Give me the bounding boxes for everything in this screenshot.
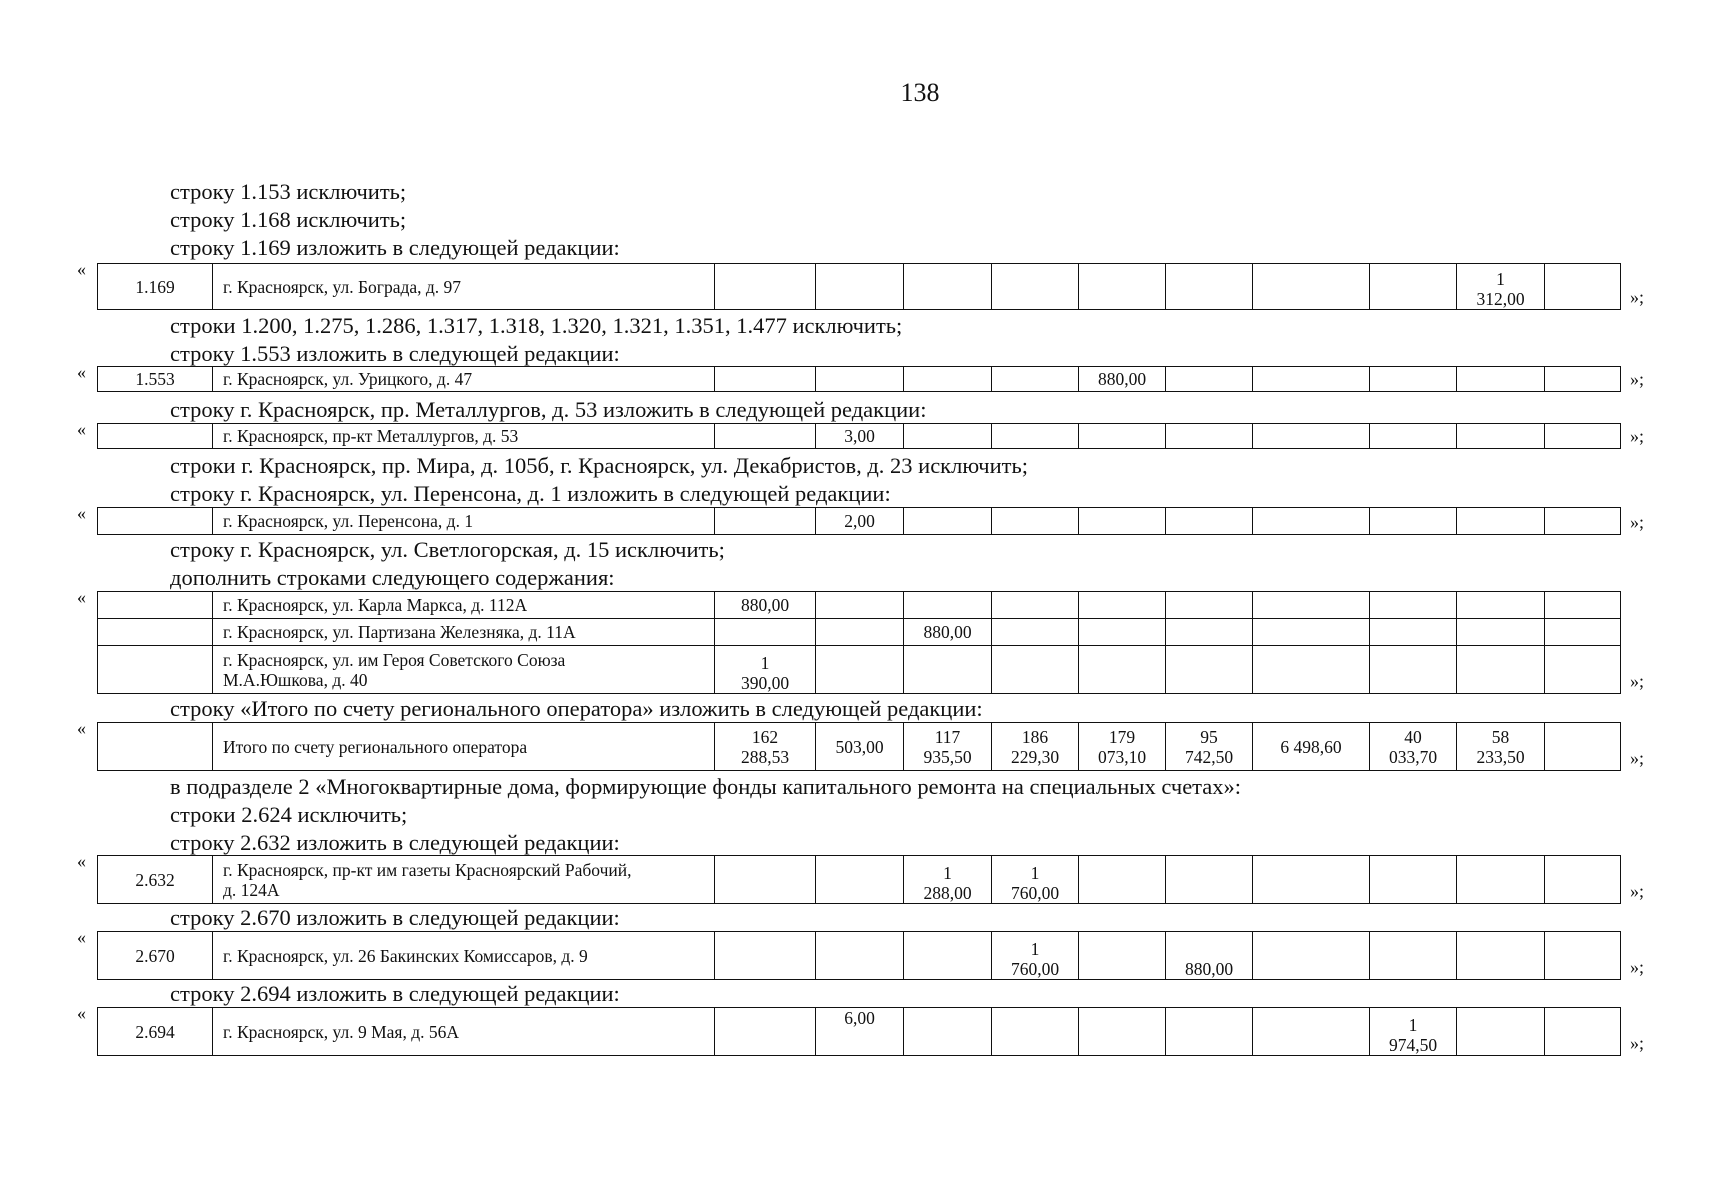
value-cell	[1253, 1008, 1370, 1056]
value-cell: 179 073,10	[1079, 723, 1166, 771]
paragraph: строку 2.694 изложить в следующей редакции:	[170, 981, 620, 1006]
row-number-cell: 1.553	[98, 367, 213, 392]
paragraph: строки г. Красноярск, пр. Мира, д. 105б, г. Красноярск, ул. Декабристов, д. 23 исключить;	[170, 453, 1028, 478]
address-cell: г. Красноярск, ул. 9 Мая, д. 56А	[213, 1008, 715, 1056]
value-cell	[1370, 424, 1457, 449]
row-number-cell: 2.694	[98, 1008, 213, 1056]
value-cell	[904, 1008, 992, 1056]
value-cell	[1166, 619, 1253, 646]
closing-quote: »;	[1630, 748, 1645, 768]
amendment-table	[97, 366, 1621, 392]
closing-quote: »;	[1630, 671, 1645, 691]
value-cell	[904, 367, 992, 392]
value-cell: 162 288,53	[715, 723, 816, 771]
value-cell	[1079, 1008, 1166, 1056]
value-cell: 186 229,30	[992, 723, 1079, 771]
value-cell	[1370, 367, 1457, 392]
opening-quote: «	[77, 419, 86, 439]
value-cell	[1370, 592, 1457, 619]
paragraph: строки 2.624 исключить;	[170, 802, 408, 827]
value-cell	[1253, 646, 1370, 694]
opening-quote: «	[77, 718, 86, 738]
value-cell	[1166, 424, 1253, 449]
opening-quote: «	[77, 259, 86, 279]
row-number-cell	[98, 592, 213, 619]
value-cell	[1457, 508, 1545, 535]
address-cell: г. Красноярск, ул. им Героя Советского Союза М.А.Юшкова, д. 40	[213, 646, 715, 694]
paragraph: дополнить строками следующего содержания:	[170, 565, 615, 590]
value-cell	[904, 264, 992, 310]
amendment-table	[97, 722, 1621, 771]
value-cell: 503,00	[816, 723, 904, 771]
closing-quote: »;	[1630, 369, 1645, 389]
paragraph: строку 1.169 изложить в следующей редакции:	[170, 235, 620, 260]
value-cell	[715, 264, 816, 310]
paragraph: в подразделе 2 «Многоквартирные дома, формирующие фонды капитального ремонта на специальных счетах»:	[170, 774, 1242, 799]
amendment-table	[97, 263, 1621, 310]
row-number-cell	[98, 723, 213, 771]
value-cell	[992, 367, 1079, 392]
opening-quote: «	[77, 587, 86, 607]
value-cell	[715, 856, 816, 904]
value-cell	[1457, 646, 1545, 694]
paragraph: строку 1.153 исключить;	[170, 179, 407, 204]
value-cell	[904, 932, 992, 980]
address-cell: г. Красноярск, пр-кт им газеты Красноярский Рабочий, д. 124А	[213, 856, 715, 904]
value-cell	[1457, 856, 1545, 904]
value-cell	[1370, 932, 1457, 980]
address-cell: г. Красноярск, ул. Перенсона, д. 1	[213, 508, 715, 535]
table-row	[98, 592, 1621, 619]
row-number-cell	[98, 424, 213, 449]
value-cell	[1079, 619, 1166, 646]
paragraph: строку 1.553 изложить в следующей редакции:	[170, 341, 620, 366]
value-cell	[1079, 856, 1166, 904]
amendment-table	[97, 855, 1621, 904]
value-cell	[715, 508, 816, 535]
value-cell	[1545, 508, 1621, 535]
value-cell: 58 233,50	[1457, 723, 1545, 771]
row-number-cell: 1.169	[98, 264, 213, 310]
table-row	[98, 264, 1621, 310]
value-cell	[904, 424, 992, 449]
paragraph: строку 1.168 исключить;	[170, 207, 407, 232]
value-cell	[1253, 619, 1370, 646]
value-cell: 3,00	[816, 424, 904, 449]
value-cell	[1545, 932, 1621, 980]
value-cell	[1545, 646, 1621, 694]
table-row	[98, 367, 1621, 392]
value-cell	[1166, 367, 1253, 392]
table-row	[98, 646, 1621, 694]
value-cell	[1079, 424, 1166, 449]
value-cell	[816, 264, 904, 310]
value-cell: 6,00	[816, 1008, 904, 1056]
row-number-cell: 2.670	[98, 932, 213, 980]
value-cell: 880,00	[904, 619, 992, 646]
value-cell	[992, 646, 1079, 694]
value-cell	[1166, 264, 1253, 310]
amendment-table	[97, 931, 1621, 980]
row-number-cell	[98, 646, 213, 694]
row-number-cell	[98, 508, 213, 535]
value-cell	[1545, 592, 1621, 619]
value-cell	[715, 619, 816, 646]
value-cell	[1253, 424, 1370, 449]
closing-quote: »;	[1630, 512, 1645, 532]
value-cell	[992, 424, 1079, 449]
opening-quote: «	[77, 1003, 86, 1023]
value-cell	[992, 1008, 1079, 1056]
address-cell: г. Красноярск, пр-кт Металлургов, д. 53	[213, 424, 715, 449]
value-cell	[1079, 592, 1166, 619]
value-cell	[1457, 367, 1545, 392]
value-cell	[1370, 619, 1457, 646]
address-cell: г. Красноярск, ул. Партизана Железняка, д. 11А	[213, 619, 715, 646]
value-cell	[1370, 264, 1457, 310]
table-row	[98, 508, 1621, 535]
value-cell	[1545, 723, 1621, 771]
address-cell: г. Красноярск, ул. 26 Бакинских Комиссаров, д. 9	[213, 932, 715, 980]
value-cell: 40 033,70	[1370, 723, 1457, 771]
value-cell	[1166, 856, 1253, 904]
value-cell	[992, 264, 1079, 310]
value-cell	[1545, 264, 1621, 310]
value-cell	[715, 932, 816, 980]
value-cell	[1253, 264, 1370, 310]
value-cell	[1253, 856, 1370, 904]
closing-quote: »;	[1630, 957, 1645, 977]
amendment-table	[97, 507, 1621, 535]
value-cell	[816, 932, 904, 980]
address-cell: г. Красноярск, ул. Бограда, д. 97	[213, 264, 715, 310]
value-cell	[1079, 932, 1166, 980]
value-cell: 880,00	[1079, 367, 1166, 392]
value-cell	[1545, 367, 1621, 392]
value-cell	[992, 592, 1079, 619]
address-cell: г. Красноярск, ул. Урицкого, д. 47	[213, 367, 715, 392]
value-cell	[1253, 592, 1370, 619]
value-cell: 95 742,50	[1166, 723, 1253, 771]
value-cell	[816, 856, 904, 904]
table-row	[98, 856, 1621, 904]
value-cell	[1545, 1008, 1621, 1056]
value-cell: 1 760,00	[992, 932, 1079, 980]
page-number: 138	[900, 78, 940, 107]
address-cell: г. Красноярск, ул. Карла Маркса, д. 112А	[213, 592, 715, 619]
table-row	[98, 932, 1621, 980]
paragraph: строку г. Красноярск, ул. Светлогорская, д. 15 исключить;	[170, 537, 725, 562]
opening-quote: «	[77, 851, 86, 871]
opening-quote: «	[77, 927, 86, 947]
paragraph: строку г. Красноярск, пр. Металлургов, д. 53 изложить в следующей редакции:	[170, 397, 927, 422]
closing-quote: »;	[1630, 1033, 1645, 1053]
value-cell: 6 498,60	[1253, 723, 1370, 771]
closing-quote: »;	[1630, 881, 1645, 901]
value-cell: 1 288,00	[904, 856, 992, 904]
paragraph: строку 2.632 изложить в следующей редакции:	[170, 830, 620, 855]
table-row	[98, 619, 1621, 646]
value-cell	[1457, 1008, 1545, 1056]
amendment-table	[97, 1007, 1621, 1056]
address-cell: Итого по счету регионального оператора	[213, 723, 715, 771]
value-cell	[1253, 932, 1370, 980]
value-cell	[816, 367, 904, 392]
value-cell	[816, 619, 904, 646]
value-cell	[715, 367, 816, 392]
amendment-table	[97, 591, 1621, 694]
value-cell	[1166, 508, 1253, 535]
value-cell: 880,00	[1166, 932, 1253, 980]
value-cell	[1166, 646, 1253, 694]
value-cell	[1079, 264, 1166, 310]
value-cell	[1545, 424, 1621, 449]
value-cell	[1457, 619, 1545, 646]
value-cell	[1370, 646, 1457, 694]
closing-quote: »;	[1630, 426, 1645, 446]
value-cell	[904, 508, 992, 535]
paragraph: строки 1.200, 1.275, 1.286, 1.317, 1.318, 1.320, 1.321, 1.351, 1.477 исключить;	[170, 313, 903, 338]
value-cell	[816, 646, 904, 694]
value-cell	[1166, 1008, 1253, 1056]
value-cell	[715, 424, 816, 449]
value-cell	[1079, 646, 1166, 694]
value-cell	[992, 619, 1079, 646]
opening-quote: «	[77, 503, 86, 523]
value-cell	[1457, 424, 1545, 449]
value-cell	[715, 1008, 816, 1056]
paragraph: строку г. Красноярск, ул. Перенсона, д. 1 изложить в следующей редакции:	[170, 481, 891, 506]
value-cell	[992, 508, 1079, 535]
value-cell: 1 312,00	[1457, 264, 1545, 310]
value-cell	[1370, 856, 1457, 904]
value-cell	[1079, 508, 1166, 535]
value-cell	[1457, 592, 1545, 619]
paragraph: строку «Итого по счету регионального оператора» изложить в следующей редакции:	[170, 696, 983, 721]
value-cell	[1166, 592, 1253, 619]
value-cell	[1253, 508, 1370, 535]
amendment-table	[97, 423, 1621, 449]
table-row	[98, 1008, 1621, 1056]
value-cell	[904, 646, 992, 694]
value-cell: 2,00	[816, 508, 904, 535]
value-cell: 1 390,00	[715, 646, 816, 694]
row-number-cell: 2.632	[98, 856, 213, 904]
opening-quote: «	[77, 362, 86, 382]
paragraph: строку 2.670 изложить в следующей редакции:	[170, 905, 620, 930]
value-cell	[1370, 508, 1457, 535]
table-row	[98, 723, 1621, 771]
value-cell: 1 974,50	[1370, 1008, 1457, 1056]
value-cell: 117 935,50	[904, 723, 992, 771]
value-cell: 880,00	[715, 592, 816, 619]
value-cell	[816, 592, 904, 619]
table-row	[98, 424, 1621, 449]
value-cell: 1 760,00	[992, 856, 1079, 904]
value-cell	[1545, 619, 1621, 646]
value-cell	[1545, 856, 1621, 904]
value-cell	[1253, 367, 1370, 392]
closing-quote: »;	[1630, 287, 1645, 307]
value-cell	[1457, 932, 1545, 980]
row-number-cell	[98, 619, 213, 646]
value-cell	[904, 592, 992, 619]
